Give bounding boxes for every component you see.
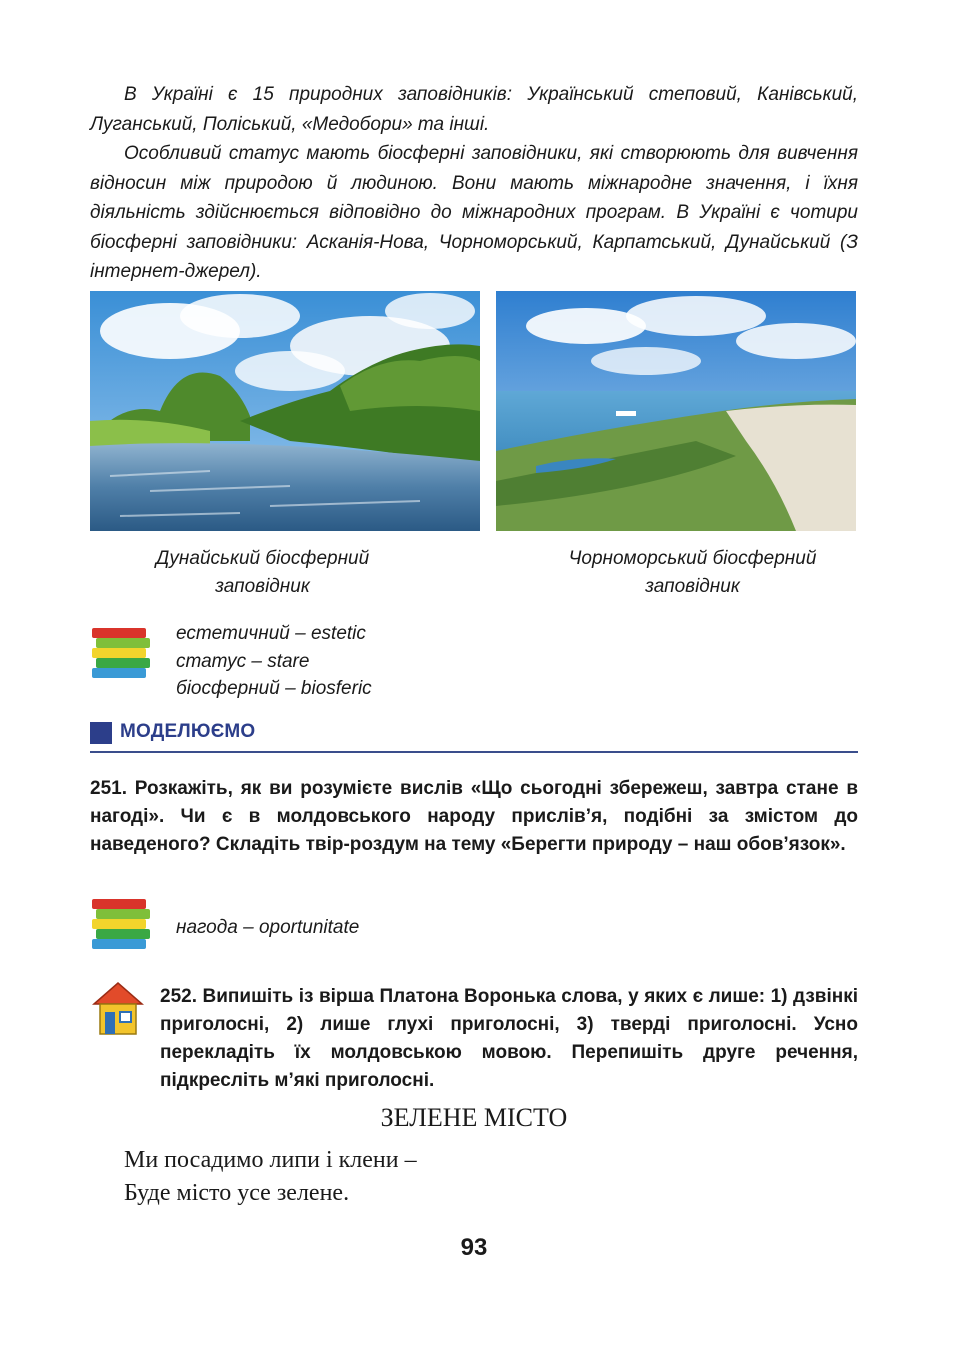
vocab-item: статус – stare: [176, 650, 310, 672]
poem-body: [124, 1144, 724, 1210]
black-sea-caption-line-1: Чорноморський біосферний: [568, 548, 817, 569]
danube-caption: [90, 545, 435, 601]
section-square-icon: [90, 722, 112, 744]
black-sea-caption-line-2: заповідник: [645, 576, 740, 597]
task-251-number: 251.: [90, 778, 127, 799]
task-251: [90, 775, 858, 859]
books-stack-icon: [90, 898, 154, 950]
task-252: [160, 983, 858, 1095]
danube-caption-line-2: заповідник: [215, 576, 310, 597]
black-sea-caption: [520, 545, 865, 601]
poem-line-2: Буде місто усе зелене.: [124, 1180, 350, 1206]
black-sea-reserve-photo: [496, 291, 856, 531]
task-252-number: 252.: [160, 986, 197, 1007]
poem-line-1: Ми посадимо липи і клени –: [124, 1147, 417, 1173]
task-252-text: Випишіть із вірша Платона Воронька слова, у яких є лише: 1) дзвінкі приголосні, 2) лише глухі приголосні, 3) тверді приголосні. Усно перекладіть їх молдовською мовою. Перепишіть друге речення, підкресліть м’які приголосні.: [160, 986, 858, 1091]
section-title: МОДЕЛЮЄМО: [120, 721, 256, 742]
page-number: 93: [460, 1234, 488, 1261]
section-header: [90, 719, 858, 753]
danube-caption-line-1: Дунайський біосферний: [155, 548, 370, 569]
danube-reserve-photo: [90, 291, 480, 531]
house-icon: [92, 980, 144, 1036]
intro-paragraph-1: В Україні є 15 природних заповідників: Український степовий, Канівський, Луганський, Поліський, «Медобори» та інші.: [90, 84, 858, 135]
task-251-text: Розкажіть, як ви розумієте вислів «Що сьогодні збережеш, завтра стане в нагоді». Чи є в молдовського народу прислів’я, подібні за змістом до наведеного? Складіть твір-роздум на тему «Берегти природу – наш обов’язок».: [90, 778, 858, 855]
vocab-list-1: [176, 620, 576, 703]
vocab-list-2: [176, 914, 576, 942]
intro-paragraph-2: Особливий статус мають біосферні заповідники, які створюють для вивчення відносин між природою й людиною. Вони мають міжнародне значення, і їхня діяльність здійснюється відповідно до міжнародних програм. В Україні є чотири біосферні заповідники: Асканія-Нова, Чорноморський, Карпатський, Дунайський (З інтернет-джерел).: [90, 143, 858, 282]
vocab-item: нагода – oportunitate: [176, 917, 360, 938]
poem-title: ЗЕЛЕНЕ МІСТО: [380, 1103, 568, 1132]
intro-text: [90, 80, 858, 287]
vocab-item: біосферний – biosferic: [176, 678, 372, 699]
vocab-item: естетичний – estetic: [176, 623, 366, 644]
books-stack-icon: [90, 627, 154, 679]
